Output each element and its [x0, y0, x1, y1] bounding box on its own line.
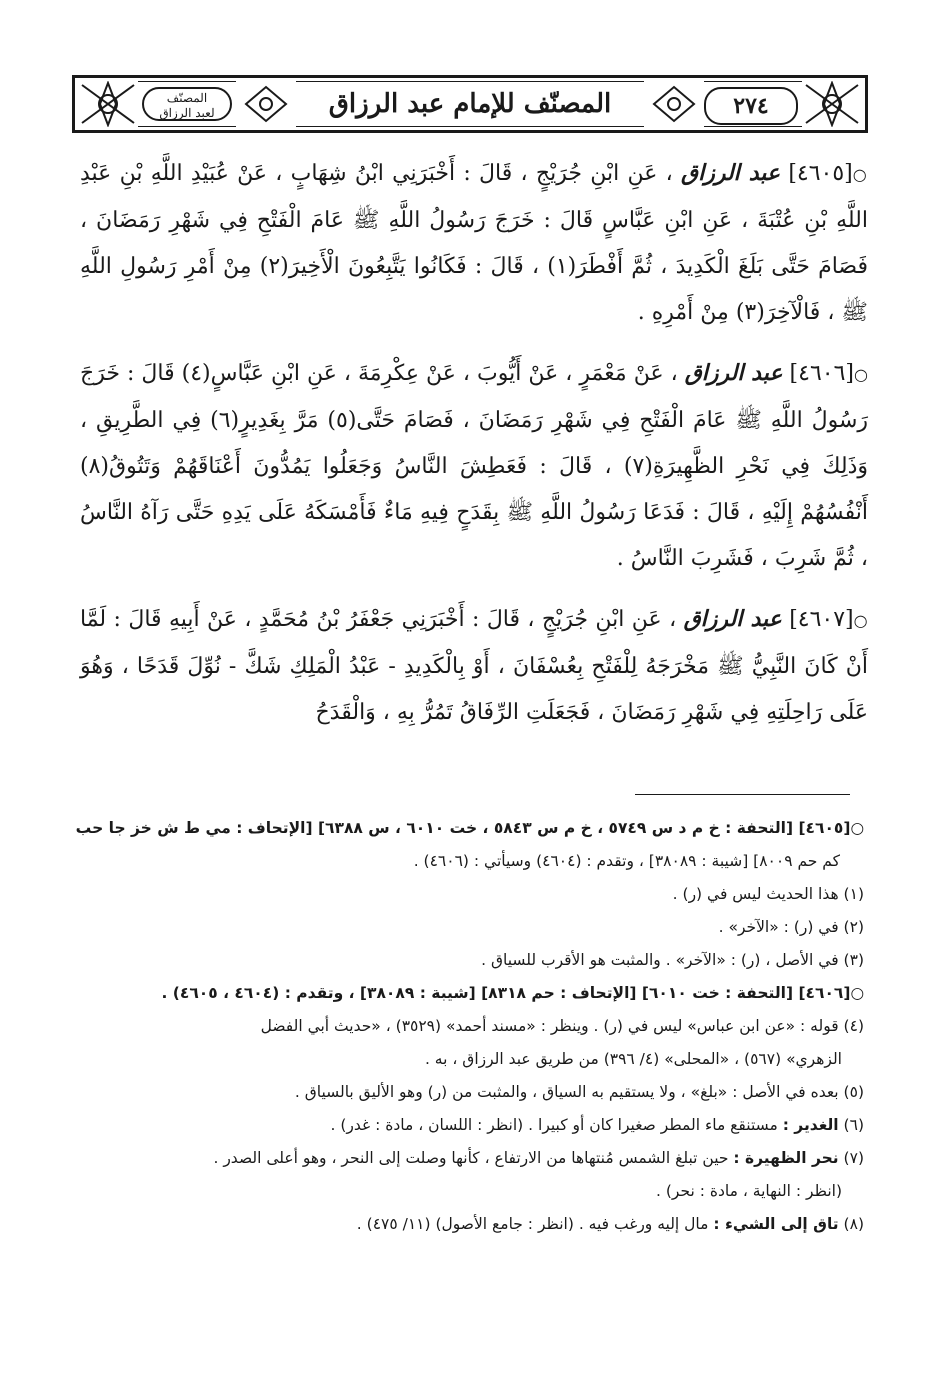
footnote-mark: (٧)	[843, 1149, 864, 1167]
gloss-term: تاق إلى الشيء :	[713, 1215, 839, 1233]
footnote-ref-4606	[70, 977, 864, 1010]
hadith-text: ، عَنِ ابْنِ جُرَيْجٍ ، قَالَ : أَخْبَرَنِي جَعْفَرُ بْنُ مُحَمَّدٍ ، عَنْ أَبِيهِ قَالَ : لَمَّا أَنْ كَانَ النَّبِيُّ ﷺ مَخْرَجَهُ لِلْفَتْحِ بِعُسْفَانَ ، أَوْ بِالْكَدِيدِ - عَبْدُ الْمَلِكِ شَكَّ - نُوِّلَ قَدَحًا ، وَهُوَ عَلَى رَاحِلَتِهِ فِي شَهْرِ رَمَضَانَ ، فَجَعَلَتِ الرِّفَاقُ تَمُرُّ بِهِ ، وَالْقَدَحُ	[80, 607, 868, 725]
ref-line: [٤٦٠٥] [التحفة : خ م د س ٥٧٤٩ ، خ م س ٥٨٤٣ ، خت ٦٠١٠ ، س ٦٣٨٨] [الإتحاف : مي ط ش خز جا حب	[75, 819, 851, 837]
hadith-number: [٤٦٠٥]	[788, 161, 853, 186]
footnote-3: (٣) في الأصل ، (ر) : «الآخر» . والمثبت هو الأقرب للسياق .	[481, 951, 864, 969]
ornament-left-icon	[78, 81, 138, 127]
footnote-separator	[635, 794, 850, 795]
page-number: ٢٧٤	[704, 87, 798, 125]
ornament-right-icon	[802, 81, 862, 127]
gloss-text: مال إليه ورغب فيه . (انظر : جامع الأصول) (١١/ ٤٧٥) .	[356, 1215, 709, 1233]
footnotes	[70, 812, 864, 1241]
circle-marker-icon: ○	[853, 611, 869, 630]
hadith-narrator: عبد الرزاق	[681, 160, 781, 186]
brand-line-1: المصنّف	[166, 91, 208, 105]
footnote-1: (١) هذا الحديث ليس في (ر) .	[672, 885, 864, 903]
hadith-narrator: عبد الرزاق	[684, 360, 783, 386]
page-header	[72, 75, 868, 133]
footnote-4: (٤) قوله : «عن ابن عباس» ليس في (ر) . وينظر : «مسند أحمد» (٣٥٢٩) ، «حديث أبي الفضل	[260, 1017, 864, 1035]
gloss-text: مستنقع ماء المطر صغيرا كان أو كبيرا . (انظر : اللسان ، مادة : غدر) .	[330, 1116, 778, 1134]
brand-line-2: لعبد الرزاق	[159, 106, 215, 120]
footnote-ref-4605	[70, 812, 864, 845]
main-text	[80, 150, 868, 750]
circle-marker-icon: ○	[853, 365, 868, 384]
book-brand-logo	[142, 87, 232, 121]
hadith-4607	[80, 596, 868, 736]
gloss-term: الغدير :	[782, 1116, 839, 1134]
hadith-narrator: عبد الرزاق	[683, 606, 782, 632]
ref-line: [٤٦٠٦] [التحفة : خت ٦٠١٠] [الإتحاف : حم ٨٣١٨] [شيبة : ٣٨٠٨٩] ، وتقدم : (٤٦٠٤ ، ٤٦٠٥) .	[161, 984, 851, 1002]
footnote-mark: (٦)	[843, 1116, 864, 1134]
hadith-number: [٤٦٠٧]	[789, 607, 854, 632]
footnote-7-cont: (انظر : النهاية ، مادة : نحر) .	[656, 1182, 842, 1200]
hadith-number: [٤٦٠٦]	[789, 361, 854, 386]
footnote-8	[70, 1208, 864, 1241]
gloss-term: نحر الظهيرة :	[733, 1149, 839, 1167]
footnote-5: (٥) بعده في الأصل : «بلغ» ، ولا يستقيم به السياق ، والمثبت من (ر) وهو الأليق بالسياق .	[294, 1083, 864, 1101]
footnote-4-cont: الزهري» (٥٦٧) ، «المحلى» (٤/ ٣٩٦) من طريق عبد الرزاق ، به .	[424, 1050, 842, 1068]
running-title: المصنّف للإمام عبد الرزاق	[328, 89, 612, 119]
hadith-4605	[80, 150, 868, 336]
footnote-mark: (٨)	[843, 1215, 864, 1233]
hadith-text: ، عَنِ ابْنِ جُرَيْجٍ ، قَالَ : أَخْبَرَنِي ابْنُ شِهَابٍ ، عَنْ عُبَيْدِ اللَّهِ بْنِ عَبْدِ اللَّهِ بْنِ عُتْبَةَ ، عَنِ ابْنِ عَبَّاسٍ قَالَ : خَرَجَ رَسُولُ اللَّهِ ﷺ عَامَ الْفَتْحِ فِي شَهْرِ رَمَضَانَ ، فَصَامَ حَتَّى بَلَغَ الْكَدِيدَ ، ثُمَّ أَفْطَرَ(١) ، قَالَ : فَكَانُوا يَتَّبِعُونَ الْأَخِيرَ(٢) مِنْ أَمْرِ رَسُولِ اللَّهِ ﷺ ، فَالْآخِرَ(٣) مِنْ أَمْرِهِ .	[80, 161, 868, 325]
circle-marker-icon: ○	[850, 819, 864, 837]
hadith-4606	[80, 350, 868, 582]
hadith-text: ، عَنْ مَعْمَرٍ ، عَنْ أَيُّوبَ ، عَنْ عِكْرِمَةَ ، عَنِ ابْنِ عَبَّاسٍ(٤) قَالَ : خَرَجَ رَسُولُ اللَّهِ ﷺ عَامَ الْفَتْحِ فِي شَهْرِ رَمَضَانَ ، فَصَامَ حَتَّى(٥) مَرَّ بِغَدِيرٍ(٦) فِي الطَّرِيقِ ، وَذَلِكَ فِي نَحْرِ الظَّهِيرَةِ(٧) ، قَالَ : فَعَطِشَ النَّاسُ وَجَعَلُوا يَمُدُّونَ أَعْنَاقَهُمْ وَتَتُوقُ(٨) أَنْفُسُهُمْ إِلَيْهِ ، قَالَ : فَدَعَا رَسُولُ اللَّهِ ﷺ بِقَدَحٍ فِيهِ مَاءٌ فَأَمْسَكَهُ عَلَى يَدِهِ حَتَّى رَآهُ النَّاسُ ، ثُمَّ شَرِبَ ، فَشَرِبَ النَّاسُ .	[80, 361, 868, 571]
circle-marker-icon: ○	[850, 984, 864, 1002]
gloss-text: حين تبلغ الشمس مُنتهاها من الارتفاع ، كأنها وصلت إلى النحر ، وهو أعلى الصدر .	[213, 1149, 729, 1167]
circle-marker-icon: ○	[852, 165, 869, 184]
footnote-6	[70, 1109, 864, 1142]
footnote-ref-4605-cont: كم حم ٨٠٠٩] [شيبة : ٣٨٠٨٩] ، وتقدم : (٤٦٠٤) وسيأتي : (٤٦٠٦) .	[413, 852, 840, 870]
footnote-2: (٢) في (ر) : «الآخر» .	[718, 918, 864, 936]
footnote-7	[70, 1142, 864, 1175]
